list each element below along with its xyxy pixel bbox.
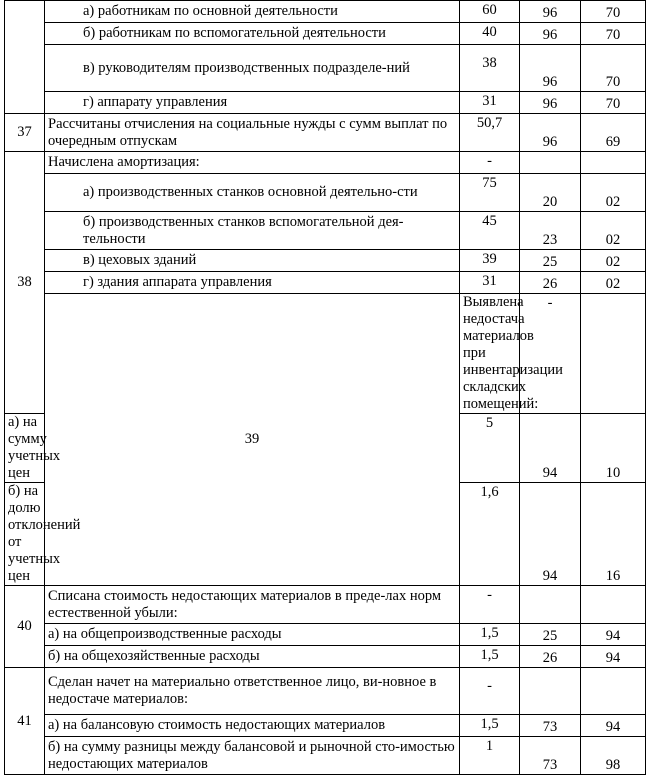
entry-amount: 1,5 — [460, 715, 520, 737]
entry-description: а) на общепроизводственные расходы — [45, 624, 460, 646]
credit-account — [581, 668, 646, 715]
credit-account: 70 — [581, 23, 646, 45]
entry-amount: 31 — [460, 92, 520, 114]
table-row — [5, 586, 646, 624]
table-row — [5, 45, 646, 92]
debit-account: 73 — [520, 715, 581, 737]
credit-account: 10 — [581, 414, 646, 483]
table-row — [5, 1, 646, 23]
credit-account: 02 — [581, 174, 646, 212]
entry-amount: 60 — [460, 1, 520, 23]
credit-account: 70 — [581, 1, 646, 23]
table-row — [5, 174, 646, 212]
table-row — [5, 272, 646, 294]
debit-account: 26 — [520, 646, 581, 668]
debit-account: 23 — [520, 212, 581, 250]
entry-description: б) на долю отклонений от учетных цен — [5, 483, 45, 586]
debit-account — [581, 294, 646, 414]
credit-account: 02 — [581, 212, 646, 250]
journal-entries-table — [4, 0, 646, 775]
debit-account: 20 — [520, 174, 581, 212]
credit-account: 94 — [581, 624, 646, 646]
debit-account: 96 — [520, 1, 581, 23]
table-row — [5, 715, 646, 737]
entry-amount: - — [520, 294, 581, 414]
entry-description: в) руководителям производственных подразделе-ний — [45, 45, 460, 92]
credit-account: 69 — [581, 114, 646, 152]
entry-amount: 75 — [460, 174, 520, 212]
entry-description: Рассчитаны отчисления на социальные нужды с сумм выплат по очередным отпускам — [45, 114, 460, 152]
entry-description: б) на сумму разницы между балансовой и рыночной сто-имостью недостающих материалов — [45, 737, 460, 775]
table-row — [5, 294, 646, 414]
entry-number: 38 — [5, 152, 45, 414]
table-row — [5, 646, 646, 668]
table-row — [5, 737, 646, 775]
entry-number: 41 — [5, 668, 45, 775]
table-row — [5, 152, 646, 174]
table-row — [5, 250, 646, 272]
entry-description: а) работникам по основной деятельности — [45, 1, 460, 23]
entry-description: Сделан начет на материально ответственное лицо, ви-новное в недостаче материалов: — [45, 668, 460, 715]
credit-account: 02 — [581, 272, 646, 294]
entry-description: б) на общехозяйственные расходы — [45, 646, 460, 668]
entry-description: в) цеховых зданий — [45, 250, 460, 272]
entry-description: Списана стоимость недостающих материалов в преде-лах норм естественной убыли: — [45, 586, 460, 624]
debit-account: 96 — [520, 23, 581, 45]
entry-amount: 1,6 — [460, 483, 520, 586]
entry-amount: - — [460, 152, 520, 174]
debit-account: 96 — [520, 92, 581, 114]
entry-description: Начислена амортизация: — [45, 152, 460, 174]
credit-account: 70 — [581, 45, 646, 92]
credit-account: 94 — [581, 715, 646, 737]
entry-amount: 1,5 — [460, 646, 520, 668]
entry-description: г) аппарату управления — [45, 92, 460, 114]
entry-number: 37 — [5, 114, 45, 152]
table-row — [5, 92, 646, 114]
entry-amount: 1,5 — [460, 624, 520, 646]
credit-account: 02 — [581, 250, 646, 272]
debit-account: 25 — [520, 250, 581, 272]
entry-amount: 45 — [460, 212, 520, 250]
entry-description: а) на сумму учетных цен — [5, 414, 45, 483]
entry-amount: 39 — [460, 250, 520, 272]
entry-amount: 1 — [460, 737, 520, 775]
credit-account: 16 — [581, 483, 646, 586]
entry-description: г) здания аппарата управления — [45, 272, 460, 294]
entry-amount: 5 — [460, 414, 520, 483]
entry-amount: 38 — [460, 45, 520, 92]
entry-amount: 31 — [460, 272, 520, 294]
entry-description: Выявлена недостача материалов при инвентаризации складских помещений: — [460, 294, 520, 414]
table-row — [5, 23, 646, 45]
entry-description: а) производственных станков основной деятельно-сти — [45, 174, 460, 212]
debit-account: 73 — [520, 737, 581, 775]
entry-number: 40 — [5, 586, 45, 668]
credit-account — [581, 586, 646, 624]
debit-account — [520, 152, 581, 174]
debit-account: 25 — [520, 624, 581, 646]
debit-account: 94 — [520, 483, 581, 586]
entry-number — [5, 1, 45, 114]
entry-description: а) на балансовую стоимость недостающих материалов — [45, 715, 460, 737]
debit-account — [520, 586, 581, 624]
debit-account: 26 — [520, 272, 581, 294]
credit-account: 98 — [581, 737, 646, 775]
entry-amount: 50,7 — [460, 114, 520, 152]
debit-account: 94 — [520, 414, 581, 483]
credit-account: 94 — [581, 646, 646, 668]
entry-amount: 40 — [460, 23, 520, 45]
entry-number: 39 — [45, 294, 460, 586]
table-row — [5, 624, 646, 646]
table-row — [5, 212, 646, 250]
table-row — [5, 114, 646, 152]
debit-account: 96 — [520, 45, 581, 92]
entry-description: б) работникам по вспомогательной деятельности — [45, 23, 460, 45]
entry-description: б) производственных станков вспомогательной дея-тельности — [45, 212, 460, 250]
debit-account: 96 — [520, 114, 581, 152]
entry-amount: - — [460, 668, 520, 715]
credit-account: 70 — [581, 92, 646, 114]
table-row — [5, 668, 646, 715]
debit-account — [520, 668, 581, 715]
credit-account — [581, 152, 646, 174]
entry-amount: - — [460, 586, 520, 624]
